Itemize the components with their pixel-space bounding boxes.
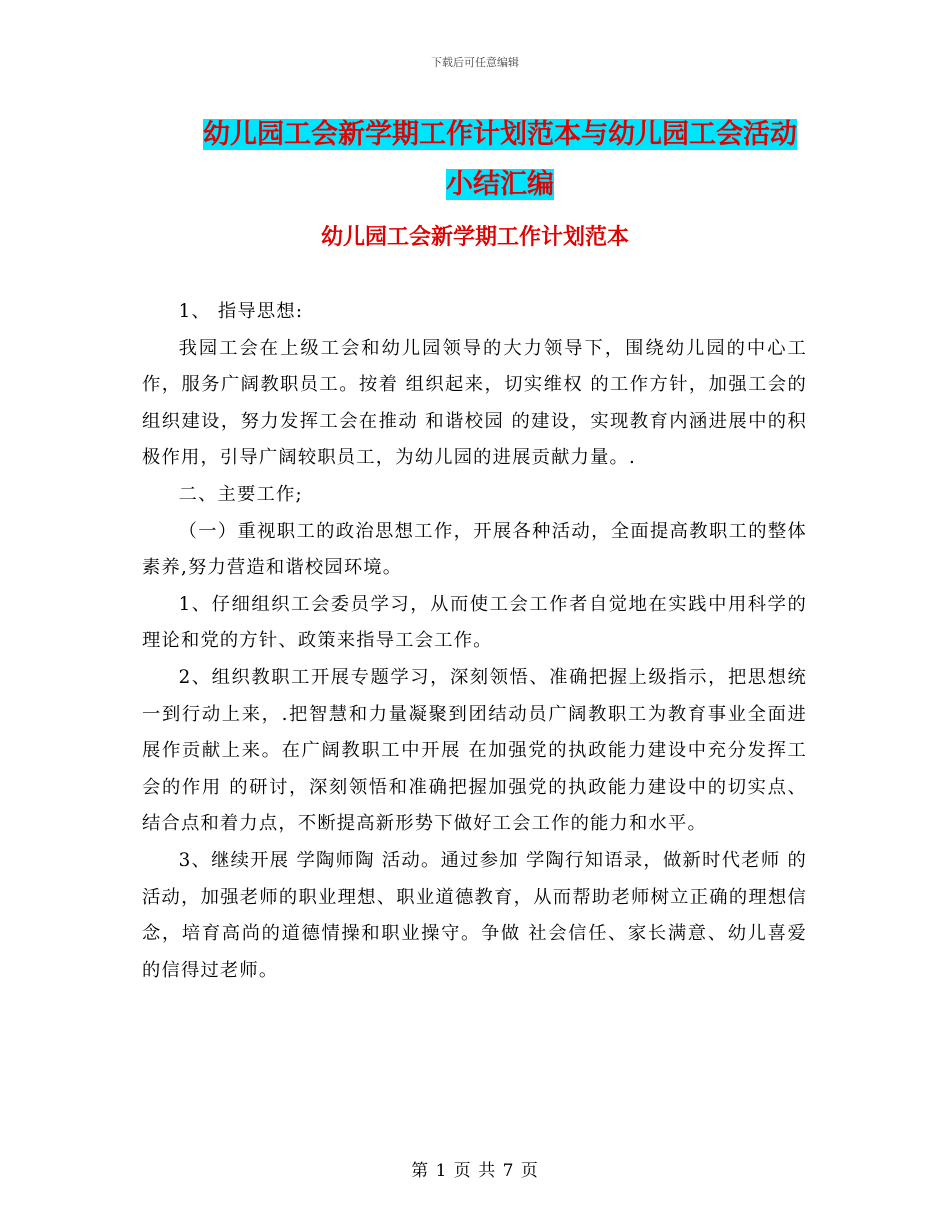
document-title-text: 幼儿园工会新学期工作计划范本与幼儿园工会活动小结汇编 xyxy=(203,119,797,200)
paragraph-item-1: 1、仔细组织工会委员学习，从而使工会工作者自觉地在实践中用科学的理论和党的方针、政策来指导工会工作。 xyxy=(142,593,807,652)
page-header-note: 下载后可任意编辑 xyxy=(431,56,519,69)
paragraph-guiding-heading: 1、 指导思想: xyxy=(178,301,304,322)
document-body xyxy=(142,294,807,989)
paragraph-subsection-1: （一）重视职工的政治思想工作，开展各种活动，全面提高教职工的整体素养,努力营造和谐校园环境。 xyxy=(142,520,807,579)
paragraph-item-3: 3、继续开展 学陶师陶 活动。通过参加 学陶行知语录，做新时代老师 的活动，加强老师的职业理想、职业道德教育，从而帮助老师树立正确的理想信念，培育高尚的道德情操和职业操守。争做 社会信任、家长满意、幼儿喜爱 的信得过老师。 xyxy=(142,849,807,981)
paragraph-item-2: 2、组织教职工开展专题学习，深刻领悟、准确把握上级指示，把思想统一到行动上来，.把智慧和力量凝聚到团结动员广阔教职工为教育事业全面进展作贡献上来。在广阔教职工中开展 在加强党的执政能力建设中充分发挥工会的作用 的研讨，深刻领悟和准确把握加强党的执政能力建设中的切实点、结合点和着力点，不断提高新形势下做好工会工作的能力和水平。 xyxy=(142,666,807,835)
section-title: 幼儿园工会新学期工作计划范本 xyxy=(320,225,629,250)
paragraph-guiding-text: 我园工会在上级工会和幼儿园领导的大力领导下，围绕幼儿园的中心工作，服务广阔教职员工。按着 组织起来，切实维权 的工作方针，加强工会的组织建设，努力发挥工会在推动 和谐校园 的建设，实现教育内涵进展中的积极作用，引导广阔较职员工，为幼儿园的进展贡献力量。. xyxy=(142,337,807,469)
document-title xyxy=(190,110,810,210)
paragraph-main-work-heading: 二、主要工作; xyxy=(178,483,303,505)
page-number: 第 1 页 共 7 页 xyxy=(411,1161,539,1181)
